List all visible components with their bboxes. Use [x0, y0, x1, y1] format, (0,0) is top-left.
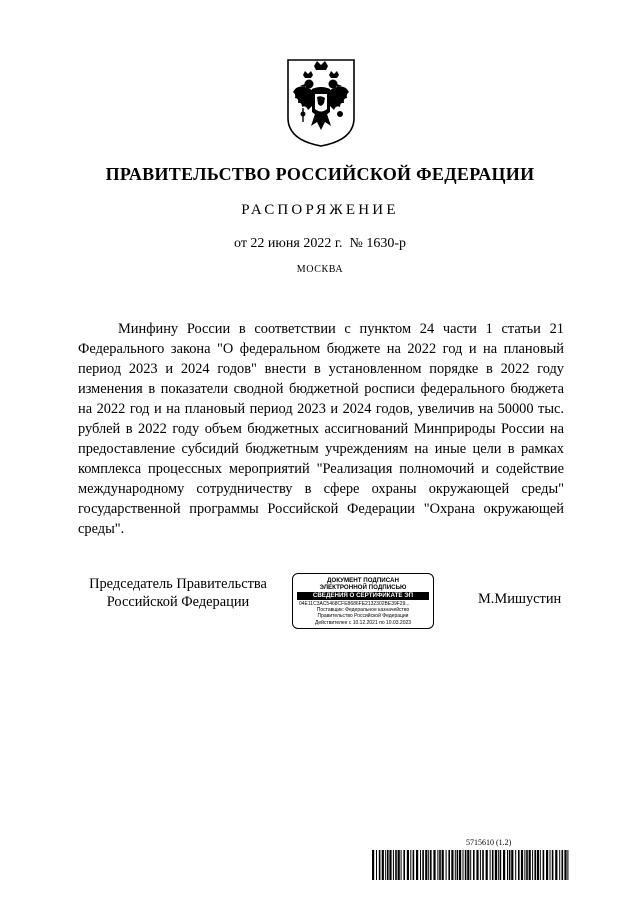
document-title: ПРАВИТЕЛЬСТВО РОССИЙСКОЙ ФЕДЕРАЦИИ — [105, 164, 535, 184]
barcode-stripe — [387, 850, 389, 880]
barcode-stripe — [433, 850, 435, 880]
barcode-stripe — [401, 850, 402, 880]
barcode-stripe — [463, 850, 464, 880]
barcode-stripe — [428, 850, 429, 880]
barcode-stripe — [395, 850, 397, 880]
document-type: РАСПОРЯЖЕНИЕ — [241, 202, 399, 218]
stamp-issuer1: Поставщик: Федеральное казначейство — [316, 607, 410, 614]
barcode-stripe — [546, 850, 548, 880]
barcode-stripe — [482, 850, 484, 880]
barcode-stripe — [439, 850, 441, 880]
barcode-stripe — [507, 850, 508, 880]
barcode-stripe — [398, 850, 400, 880]
barcode-stripe — [509, 850, 511, 880]
barcode-stripe — [524, 850, 525, 880]
barcode-stripe — [562, 850, 564, 880]
barcode-stripe — [521, 850, 523, 880]
barcode-stripe — [422, 850, 424, 880]
barcode-stripe — [537, 850, 539, 880]
barcode-stripe — [492, 850, 494, 880]
barcode-stripe — [495, 850, 497, 880]
barcode-stripe — [385, 850, 386, 880]
barcode-stripe — [486, 850, 488, 880]
barcode-stripe — [534, 850, 536, 880]
barcode-stripe — [476, 850, 478, 880]
barcode-stripe — [465, 850, 467, 880]
barcode-stripe — [564, 850, 566, 880]
barcode-stripe — [420, 850, 421, 880]
barcode — [372, 850, 570, 880]
barcode-stripe — [459, 850, 461, 880]
barcode-label: 5715610 (1.2) — [466, 838, 512, 847]
barcode-stripe — [407, 850, 409, 880]
barcode-stripe — [515, 850, 516, 880]
signer-position — [78, 575, 278, 611]
barcode-stripe — [559, 850, 560, 880]
barcode-stripe — [389, 850, 391, 880]
barcode-stripe — [567, 850, 568, 880]
barcode-stripe — [555, 850, 557, 880]
barcode-stripe — [473, 850, 475, 880]
coat-of-arms-icon — [284, 56, 358, 148]
barcode-stripe — [437, 850, 438, 880]
barcode-stripe — [446, 850, 447, 880]
barcode-stripe — [526, 850, 528, 880]
barcode-stripe — [379, 850, 381, 880]
barcode-stripe — [448, 850, 450, 880]
barcode-stripe — [451, 850, 453, 880]
barcode-stripe — [511, 850, 513, 880]
barcode-stripe — [490, 850, 491, 880]
body-paragraph: Минфину России в соответствии с пунктом 24 части 1 статьи 21 Федерального закона "О федеральном бюджете на 2022 год и на плановый период 2023 и 2024 годов" внести в установленном порядке в 2022 году изменения в показатели сводной бюджетной росписи федерального бюджета на 2022 год и на плановый период 2023 и 2024 годов, увеличив на 50000 тыс. рублей в 2022 году объем бюджетных ассигнований Минприроды России на предоставление субсидий бюджетным учреждениям на иные цели в рамках комплекса процессных мероприятий "Реализация полномочий и содействие международному сотрудничеству в сфере охраны окружающей среды" государственной программы Российской Федерации "Охрана окружающей среды". — [78, 321, 564, 537]
stamp-line2: ЭЛЕКТРОННОЙ ПОДПИСЬЮ — [319, 584, 407, 591]
barcode-stripe — [550, 850, 551, 880]
barcode-stripe — [470, 850, 471, 880]
barcode-stripe — [416, 850, 418, 880]
signer-position-line2: Российской Федерации — [106, 594, 250, 610]
barcode-stripe — [518, 850, 520, 880]
barcode-stripe — [372, 850, 374, 880]
stamp-cert-number: 04E11C3AC5468CFE8686FE2132302BE39F29... — [299, 601, 410, 607]
signer-position-line1: Председатель Правительства — [89, 576, 267, 592]
barcode-stripe — [457, 850, 459, 880]
stamp-validity: Действителен с 10.12.2021 по 10.03.2023 — [314, 619, 412, 626]
document-body — [78, 319, 564, 539]
stamp-cert-header: СВЕДЕНИЯ О СЕРТИФИКАТЕ ЭП — [297, 592, 429, 600]
document-city: МОСКВА — [296, 264, 344, 275]
barcode-stripe — [532, 850, 533, 880]
barcode-stripe — [455, 850, 456, 880]
barcode-stripe — [498, 850, 499, 880]
barcode-stripe — [393, 850, 394, 880]
barcode-stripe — [425, 850, 427, 880]
barcode-stripe — [413, 850, 415, 880]
barcode-stripe — [403, 850, 405, 880]
barcode-stripe — [540, 850, 541, 880]
signer-name: М.Мишустин — [478, 591, 562, 607]
stamp-line1: ДОКУМЕНТ ПОДПИСАН — [327, 577, 399, 584]
barcode-stripe — [410, 850, 411, 880]
barcode-stripe — [500, 850, 502, 880]
barcode-stripe — [382, 850, 384, 880]
barcode-stripe — [543, 850, 545, 880]
stamp-issuer2: Правительство Российской Федерации — [317, 613, 409, 620]
barcode-stripe — [503, 850, 505, 880]
document-date-number: от 22 июня 2022 г. № 1630-р — [234, 236, 406, 251]
barcode-stripe — [552, 850, 554, 880]
barcode-stripe — [529, 850, 531, 880]
barcode-stripe — [480, 850, 481, 880]
barcode-stripe — [430, 850, 432, 880]
barcode-stripe — [442, 850, 444, 880]
electronic-signature-stamp — [292, 573, 434, 629]
barcode-stripe — [467, 850, 469, 880]
barcode-stripe — [376, 850, 377, 880]
